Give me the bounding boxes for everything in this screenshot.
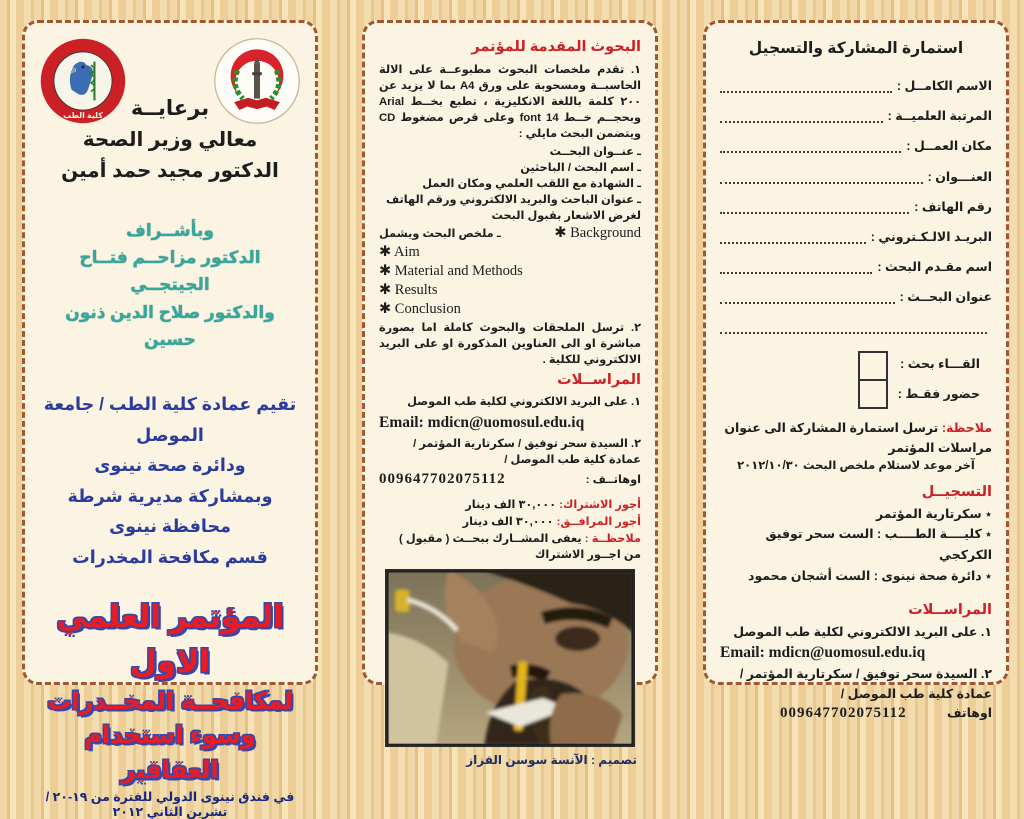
registration-form-panel: [703, 20, 1009, 722]
conference-title-line: المؤتمر العلمي الاول: [56, 598, 284, 679]
field-label: البريـد الالـكـتروني :: [870, 229, 992, 244]
address-field: [720, 168, 992, 183]
present-research-checkbox[interactable]: [858, 351, 888, 381]
logos-row: [39, 37, 301, 125]
field-label: الاسم الكامــل :: [896, 79, 992, 94]
attendance-type-block: [720, 349, 980, 409]
field-label: رقم الهاتف :: [914, 199, 992, 214]
email-field: [720, 229, 992, 244]
patronage-word: برعايــة: [130, 97, 210, 120]
academic-rank-input[interactable]: [720, 108, 883, 123]
supervision-block: [39, 217, 301, 353]
addict-photo: [385, 569, 635, 747]
sponsor-line: معالي وزير الصحة: [82, 129, 258, 151]
fee-value: ٣٠,٠٠٠ الف دينار: [465, 498, 557, 511]
list-item: ـ الشهادة مع اللقب العلمي ومكان العمل: [422, 177, 641, 190]
form-title: استمارة المشاركة والتسجيل: [748, 40, 964, 57]
full-name-field: [720, 78, 992, 93]
phone-label: اوهاتف: [947, 706, 992, 721]
full-name-input[interactable]: [720, 78, 892, 93]
phone-number: 009647702075112: [780, 705, 907, 722]
phone-label: اوهاتــف :: [585, 474, 641, 487]
design-credit: تصميم : الآنسة سوسن القزاز: [466, 752, 637, 767]
abstract-section-item: ✱ Background: [554, 224, 641, 241]
correspondence-item: ١. على البريد الالكتروني لكلية طب الموصل: [407, 396, 641, 409]
abstract-section-item: ✱ Material and Methods: [379, 263, 523, 280]
note-label: ملاحظــة :: [584, 532, 641, 545]
fee-label: أجور الاشتراك:: [559, 498, 641, 511]
sponsor-line: الدكتور مجيد حمد أمين: [61, 160, 279, 182]
correspondence-item: ٢. السيدة سحر توفيق / سكرتارية المؤتمر / عمادة كلية طب الموصل /: [739, 667, 992, 702]
college-of-medicine-logo-icon: [39, 37, 127, 125]
workplace-input[interactable]: [720, 138, 901, 153]
organizer-line: وبمشاركة مديرية شرطة محافظة نينوى: [67, 485, 273, 537]
correspondence-heading: المراســلات: [557, 371, 641, 388]
registration-item: ٭ سكرتارية المؤتمر: [876, 506, 992, 521]
email-address: Email: mdicn@uomosul.edu.iq: [720, 644, 926, 662]
sending-instructions: ٢. ترسل الملحقات والبحوث كاملة اما بصورة مباشرة او الى العناوين المذكورة او على البريد الالكتروني للكلية .: [379, 321, 641, 366]
fee-waiver-note: [379, 531, 641, 563]
research-title-continuation-input[interactable]: [720, 319, 987, 334]
abstract-section-item: ✱ Results: [379, 282, 438, 299]
phone-row: [379, 469, 641, 490]
venue-date-line: في فندق نينوى الدولي للفترة من ١٩-٢٠ / تشرين الثاني ٢٠١٢: [45, 789, 295, 819]
field-label: مكان العمــل :: [906, 139, 992, 154]
supervision-line: الدكتور مزاحــم فتــاح الجيتجــي: [79, 248, 261, 295]
organizer-line: قسم مكافحة المخدرات: [72, 547, 268, 568]
field-label: عنوان البحــث :: [899, 290, 992, 304]
note-text: يعفى المشــارك ببحــث ( مقبول ) من اجــور الاشتراك: [398, 532, 641, 561]
checkbox-column: [858, 349, 888, 409]
correspondence-block: [720, 602, 992, 722]
abstract-section-item: ✱ Aim: [379, 244, 420, 261]
presenter-name-field: [720, 259, 992, 274]
note-text: ترسل استمارة المشاركة الى عنوان مراسلات المؤتمر: [724, 421, 992, 455]
participation-fee-line: [379, 497, 641, 513]
address-input[interactable]: [720, 168, 923, 183]
college-logo-caption: كلية الطب: [63, 110, 103, 120]
fee-value: ٣٠,٠٠٠ الف دينار: [462, 515, 554, 528]
attendance-only-label: حضور فقـط :: [897, 387, 980, 402]
conference-title-line: لمكافحــة المخــدرات: [47, 687, 293, 715]
field-label: اسم مقـدم البحث :: [877, 259, 992, 274]
list-item: ـ ملخص البحث ويشمل: [379, 227, 501, 240]
man-snorting-drugs-illustration: [387, 571, 633, 745]
organizers-block: [39, 389, 301, 573]
list-item: ـ عنــوان البحــث: [549, 145, 641, 158]
fee-label: أجور المرافــق:: [556, 515, 641, 528]
email-address: Email: mdicn@uomosul.edu.iq: [379, 414, 585, 432]
organizer-line: ودائرة صحة نينوى: [94, 455, 246, 476]
checkbox-labels: [898, 349, 980, 409]
registration-heading: التسجيــل: [921, 483, 992, 500]
abstract-section-item: ✱ Conclusion: [379, 301, 461, 318]
submissions-heading: البحوث المقدمة للمؤتمر: [471, 39, 641, 55]
correspondence-heading: المراســلات: [908, 602, 992, 619]
email-input[interactable]: [720, 229, 866, 244]
research-title-field: [720, 289, 992, 304]
list-item: ـ اسم البحث / الباحثين: [520, 161, 641, 174]
research-title-continuation-field: [720, 319, 992, 334]
field-label: المرتبة العلميــة :: [887, 109, 992, 124]
deadline-line: آخر موعد لاستلام ملخص البحث ٢٠١٢/١٠/٣٠: [737, 459, 975, 472]
phone-field: [720, 199, 992, 214]
supervision-line: وبأشــراف: [126, 221, 214, 240]
submission-instructions: ١. تقدم ملخصات البحوث مطبوعــة على الالة الحاسبــة ومسحوبة على ورق A4 بما لا يزيد عن ٢٠٠ كلمة باللغة الانكليزية ، تطبع بخــط Arial وبحجــم خــط font 14 وعلى قرص مضغوط CD ويتضمن البحث مايلي :: [379, 63, 641, 140]
cover-panel: [22, 20, 318, 819]
attendance-only-checkbox[interactable]: [858, 379, 888, 409]
mixed-row: [379, 224, 641, 243]
form-note: [720, 419, 992, 476]
college-logo-year: 1959: [62, 66, 78, 78]
conference-title: [39, 595, 301, 789]
correspondence-item: ٢. السيدة سحر توفيق / سكرتارية المؤتمر / عمادة كلية طب الموصل /: [413, 438, 641, 467]
submissions-panel: [362, 20, 658, 767]
companion-fee-line: [379, 514, 641, 530]
list-item: ـ عنوان الباحث والبريد الالكتروني ورقم الهاتف لغرض الاشعار بقبول البحث: [386, 193, 641, 222]
research-title-input[interactable]: [720, 289, 895, 304]
present-research-label: القـــاء بحث :: [900, 357, 980, 372]
field-label: العنـــوان :: [927, 169, 992, 184]
phone-input[interactable]: [720, 199, 909, 214]
conference-title-line: وسوء استخدام العقاقير: [84, 722, 256, 785]
registration-item: ٭ كليــــة الطــــب : الست سحر توفيق الكركجي: [765, 527, 992, 562]
supervision-line: والدكتور صلاح الدين ذنون حسين: [65, 302, 275, 349]
phone-number: 009647702075112: [379, 471, 506, 488]
presenter-name-input[interactable]: [720, 259, 872, 274]
red-crescent-health-logo-icon: [213, 37, 301, 125]
correspondence-item: ١. على البريد الالكتروني لكلية طب الموصل: [733, 625, 992, 640]
note-label: ملاحظة:: [941, 421, 992, 436]
academic-rank-field: [720, 108, 992, 123]
phone-row: [720, 705, 992, 722]
organizer-line: تقيم عمادة كلية الطب / جامعة الموصل: [43, 393, 297, 445]
registration-item: ٭ دائرة صحة نينوى : الست أشجان محمود: [748, 568, 992, 583]
workplace-field: [720, 138, 992, 153]
